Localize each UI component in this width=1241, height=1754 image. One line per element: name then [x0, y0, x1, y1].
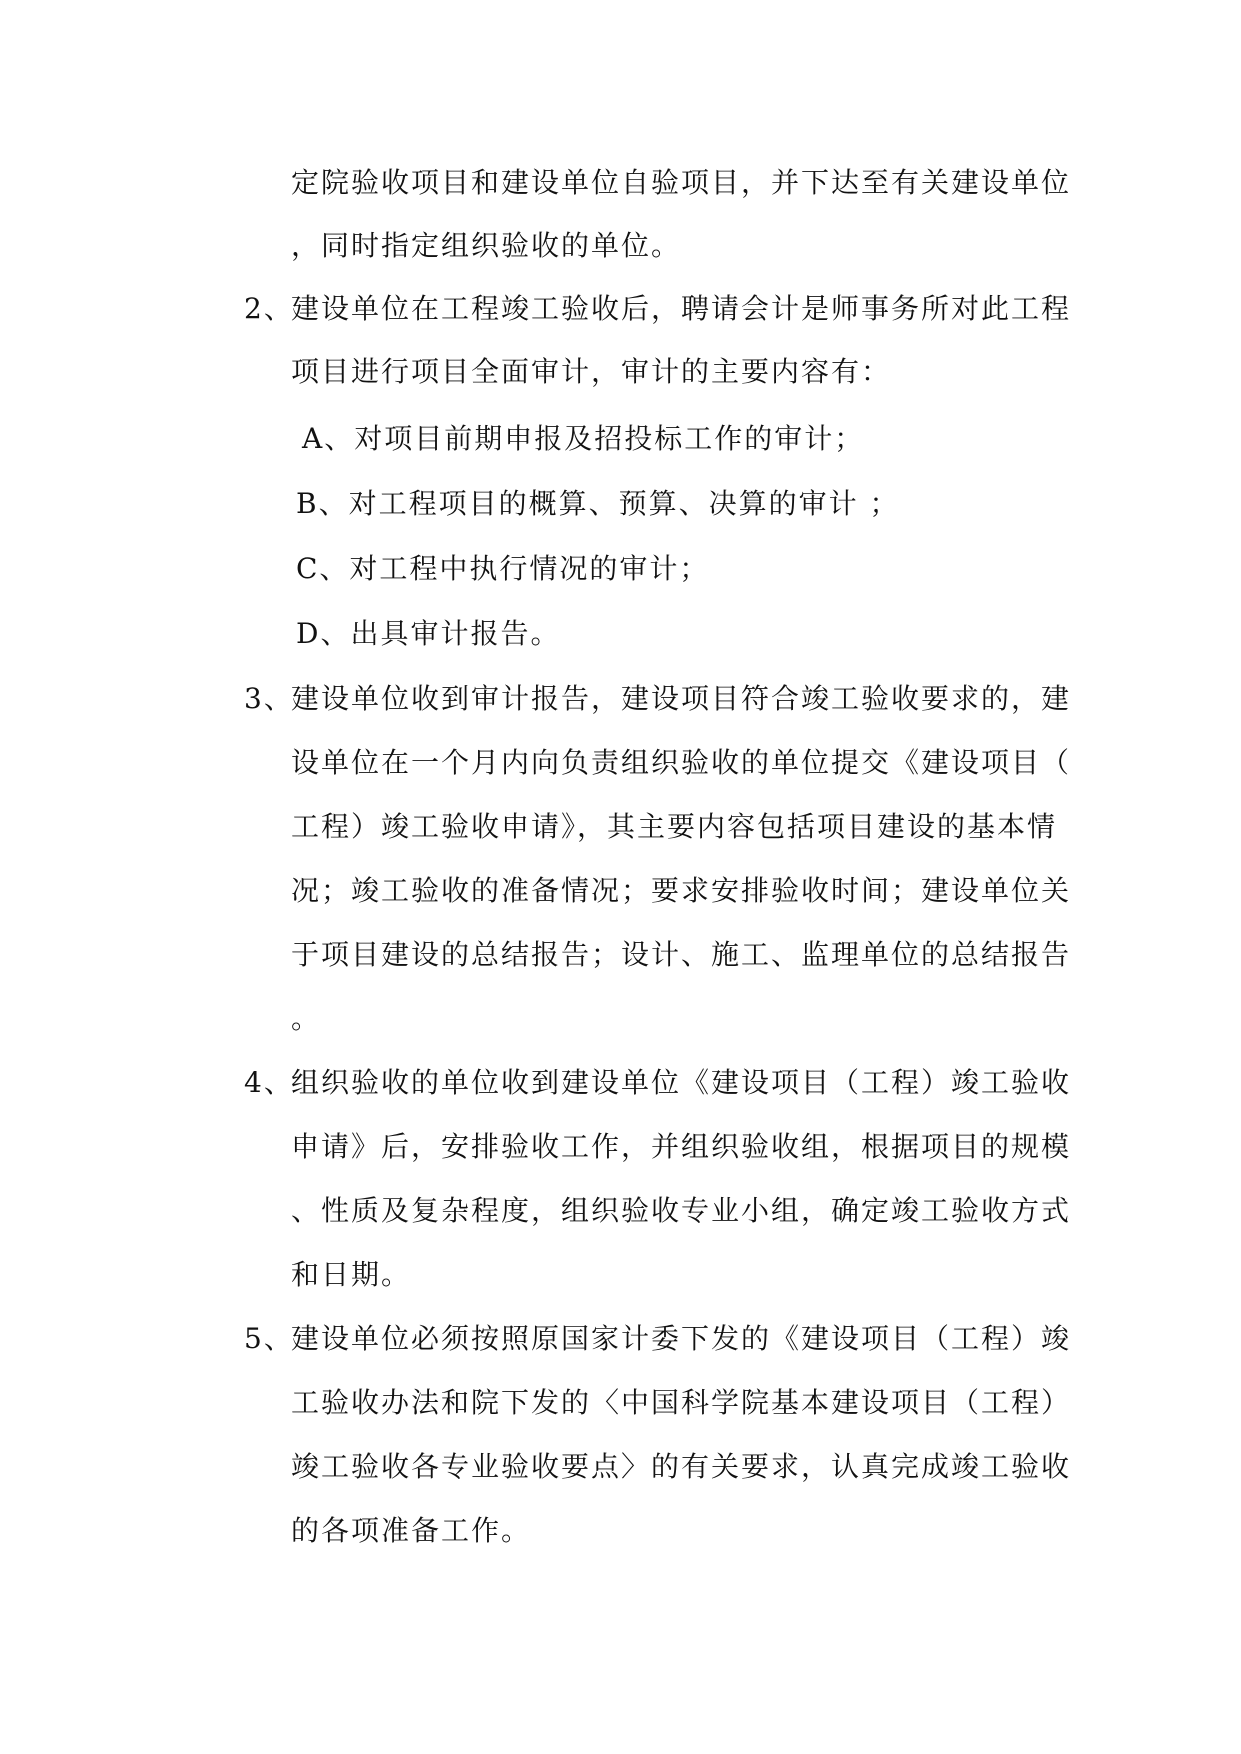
paragraph-line: 、性质及复杂程度，组织验收专业小组，确定竣工验收方式 — [291, 1194, 1072, 1227]
paragraph-line: 设单位在一个月内向负责组织验收的单位提交《建设项目（ — [291, 746, 1072, 779]
paragraph-line: 项目进行项目全面审计，审计的主要内容有： — [291, 355, 892, 388]
paragraph-line: 定院验收项目和建设单位自验项目，并下达至有关建设单位 — [291, 166, 1072, 199]
sub-item: D、出具审计报告。 — [296, 617, 561, 650]
paragraph-line: 况；竣工验收的准备情况；要求安排验收时间；建设单位关 — [291, 874, 1072, 907]
item-number: 2、 — [244, 292, 294, 325]
paragraph-line: 工验收办法和院下发的〈中国科学院基本建设项目（工程） — [291, 1386, 1072, 1419]
paragraph-line: 和日期。 — [291, 1258, 412, 1291]
paragraph-line: 。 — [291, 1002, 322, 1035]
paragraph-line: 组织验收的单位收到建设单位《建设项目（工程）竣工验收 — [291, 1066, 1072, 1099]
item-number: 5、 — [244, 1322, 294, 1355]
paragraph-line: 工程）竣工验收申请》，其主要内容包括项目建设的基本情 — [291, 810, 1058, 843]
paragraph-line: 申请》后，安排验收工作，并组织验收组，根据项目的规模 — [291, 1130, 1072, 1163]
sub-item: B、对工程项目的概算、预算、决算的审计 ； — [296, 487, 900, 520]
paragraph-line: 的各项准备工作。 — [291, 1514, 532, 1547]
paragraph-line: 建设单位收到审计报告，建设项目符合竣工验收要求的，建 — [291, 682, 1072, 715]
paragraph-line: 竣工验收各专业验收要点〉的有关要求，认真完成竣工验收 — [291, 1450, 1072, 1483]
sub-item: A、对项目前期申报及招投标工作的审计； — [302, 422, 865, 455]
item-number: 3、 — [244, 682, 294, 715]
paragraph-line: 于项目建设的总结报告；设计、施工、监理单位的总结报告 — [291, 938, 1072, 971]
paragraph-line: 建设单位在工程竣工验收后，聘请会计是师事务所对此工程 — [291, 292, 1072, 325]
paragraph-line: 建设单位必须按照原国家计委下发的《建设项目（工程）竣 — [291, 1322, 1072, 1355]
sub-item: C、对工程中执行情况的审计； — [296, 552, 710, 585]
paragraph-line: ，同时指定组织验收的单位。 — [291, 229, 682, 262]
item-number: 4、 — [244, 1066, 294, 1099]
